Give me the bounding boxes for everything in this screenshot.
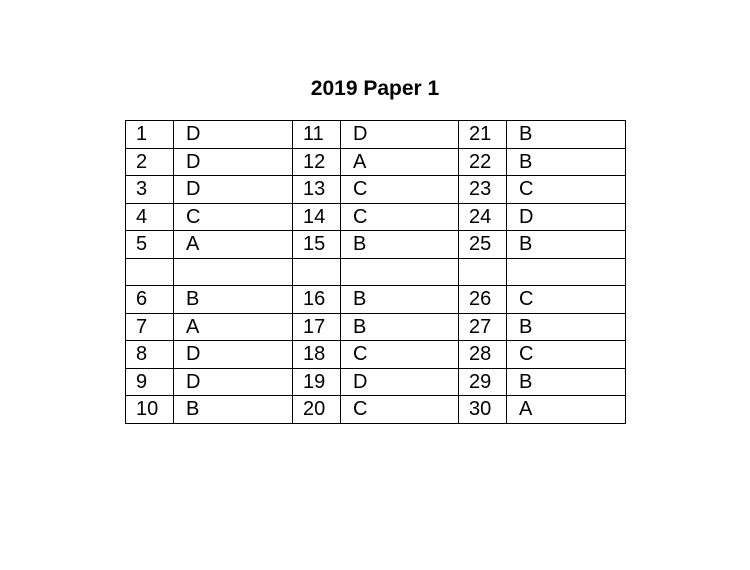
answer-letter: D xyxy=(341,368,459,396)
answer-letter: D xyxy=(174,148,293,176)
answer-letter: D xyxy=(174,368,293,396)
answer-letter: C xyxy=(507,176,626,204)
table-row xyxy=(126,286,626,314)
answer-letter: D xyxy=(341,121,459,149)
question-number: 13 xyxy=(293,176,341,204)
question-number: 1 xyxy=(126,121,174,149)
answer-letter: C xyxy=(341,203,459,231)
question-number: 3 xyxy=(126,176,174,204)
answer-table-body xyxy=(126,121,626,424)
question-number: 10 xyxy=(126,396,174,424)
question-number: 17 xyxy=(293,313,341,341)
answer-letter: B xyxy=(341,313,459,341)
question-number: 21 xyxy=(459,121,507,149)
question-number: 25 xyxy=(459,231,507,259)
answer-letter: A xyxy=(174,313,293,341)
table-row xyxy=(126,341,626,369)
answer-letter: B xyxy=(174,396,293,424)
answer-letter: A xyxy=(174,231,293,259)
question-number: 24 xyxy=(459,203,507,231)
table-row xyxy=(126,121,626,149)
answer-letter xyxy=(174,258,293,286)
table-row xyxy=(126,231,626,259)
answer-letter xyxy=(507,258,626,286)
question-number: 18 xyxy=(293,341,341,369)
question-number: 23 xyxy=(459,176,507,204)
question-number: 7 xyxy=(126,313,174,341)
table-row-spacer xyxy=(126,258,626,286)
question-number: 12 xyxy=(293,148,341,176)
question-number: 22 xyxy=(459,148,507,176)
answer-letter: C xyxy=(507,286,626,314)
question-number: 11 xyxy=(293,121,341,149)
question-number: 28 xyxy=(459,341,507,369)
question-number: 26 xyxy=(459,286,507,314)
answer-letter: B xyxy=(507,148,626,176)
answer-letter: D xyxy=(174,341,293,369)
table-row xyxy=(126,368,626,396)
answer-letter: B xyxy=(341,231,459,259)
question-number xyxy=(126,258,174,286)
question-number: 20 xyxy=(293,396,341,424)
answer-letter: B xyxy=(507,121,626,149)
table-row xyxy=(126,203,626,231)
answer-letter: B xyxy=(507,231,626,259)
table-row xyxy=(126,396,626,424)
question-number xyxy=(293,258,341,286)
question-number: 6 xyxy=(126,286,174,314)
answer-letter: C xyxy=(507,341,626,369)
table-row xyxy=(126,148,626,176)
answer-table xyxy=(125,120,626,424)
answer-letter: D xyxy=(174,121,293,149)
question-number: 2 xyxy=(126,148,174,176)
question-number: 27 xyxy=(459,313,507,341)
answer-letter: C xyxy=(341,341,459,369)
question-number: 4 xyxy=(126,203,174,231)
question-number: 19 xyxy=(293,368,341,396)
answer-letter: B xyxy=(507,368,626,396)
question-number: 9 xyxy=(126,368,174,396)
answer-letter: C xyxy=(174,203,293,231)
page-title: 2019 Paper 1 xyxy=(310,77,440,100)
question-number: 16 xyxy=(293,286,341,314)
question-number: 8 xyxy=(126,341,174,369)
question-number: 15 xyxy=(293,231,341,259)
question-number: 29 xyxy=(459,368,507,396)
answer-letter: B xyxy=(341,286,459,314)
answer-letter xyxy=(341,258,459,286)
answer-letter: A xyxy=(341,148,459,176)
question-number xyxy=(459,258,507,286)
question-number: 30 xyxy=(459,396,507,424)
answer-letter: C xyxy=(341,176,459,204)
answer-letter: B xyxy=(174,286,293,314)
answer-letter: D xyxy=(174,176,293,204)
answer-letter: D xyxy=(507,203,626,231)
table-row xyxy=(126,313,626,341)
table-row xyxy=(126,176,626,204)
answer-letter: C xyxy=(341,396,459,424)
question-number: 5 xyxy=(126,231,174,259)
question-number: 14 xyxy=(293,203,341,231)
answer-letter: A xyxy=(507,396,626,424)
answer-letter: B xyxy=(507,313,626,341)
